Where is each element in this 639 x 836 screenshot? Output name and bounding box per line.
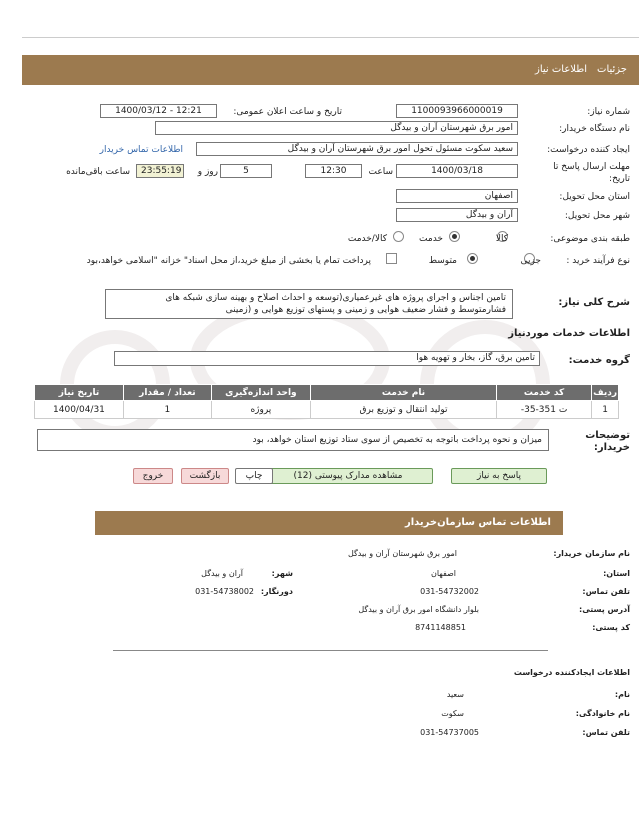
category-goods-label: کالا <box>495 234 508 244</box>
table-row <box>35 401 619 419</box>
category-label: طبقه بندی موضوعی: <box>550 234 630 244</box>
category-service-radio[interactable] <box>449 231 460 242</box>
creator-first-name-value: سعید <box>446 690 464 699</box>
category-both-label: کالا/خدمت <box>347 234 387 244</box>
creator-last-name-label: نام خانوادگی: <box>575 709 630 718</box>
creator-section-title: اطلاعات ایجادکننده درخواست <box>513 668 630 677</box>
process-minor-label: جزیی <box>520 256 541 266</box>
creator-field: سعید سکوت مسئول تحول امور برق شهرستان آران و بیدگل <box>196 142 518 156</box>
description-line-2: فشارمتوسط و فشار ضعیف هوایی و زمینی و پستهای توزیع هوایی و (زمینی <box>225 305 506 315</box>
services-table <box>34 384 619 419</box>
buyer-notes-label: توضیحات <box>585 430 630 441</box>
deadline-time-field: 12:30 <box>305 164 362 178</box>
cell-name: تولید انتقال و توزیع برق <box>311 401 497 419</box>
contact-province-label: استان: <box>603 569 630 578</box>
description-field <box>105 289 513 319</box>
buyer-org-field: امور برق شهرستان آران و بیدگل <box>155 121 518 135</box>
remaining-time-field: 23:55:19 <box>136 164 184 178</box>
creator-last-name-value: سکوت <box>441 709 464 718</box>
buyer-org-label: نام دستگاه خریدار: <box>559 124 630 134</box>
city-label: شهر محل تحویل: <box>564 211 630 221</box>
buyer-notes-label-2: خریدار: <box>593 442 630 453</box>
contact-phone-value: 031-54732002 <box>420 587 479 596</box>
province-label: استان محل تحویل: <box>559 192 630 202</box>
payment-note: پرداخت تمام یا بخشی از مبلغ خرید،از محل اسناد" خزانه "اسلامی خواهد،بود <box>86 256 371 266</box>
org-name-value: امور برق شهرستان آران و بیدگل <box>347 549 457 558</box>
process-label: نوع فرآیند خرید : <box>566 256 630 266</box>
need-number-label: شماره نیاز: <box>587 107 630 117</box>
service-group-label: گروه خدمت: <box>568 355 630 366</box>
buyer-contact-link[interactable]: اطلاعات تماس خریدار <box>99 145 183 155</box>
process-medium-label: متوسط <box>428 256 457 266</box>
breadcrumb-current[interactable]: اطلاعات نیاز <box>535 64 587 75</box>
top-divider <box>22 37 639 38</box>
col-unit: واحد اندازه‌گیری <box>211 385 310 401</box>
deadline-label-date: تاریخ: <box>609 174 630 184</box>
process-medium-radio[interactable] <box>467 253 478 264</box>
description-label: شرح کلی نیاز: <box>558 297 630 308</box>
exit-button[interactable]: خروج <box>133 468 173 484</box>
contact-divider <box>113 650 548 651</box>
cell-unit: پروژه <box>211 401 310 419</box>
days-field: 5 <box>220 164 272 178</box>
announce-date-field: 1400/03/12 - 12:21 <box>100 104 217 118</box>
contact-province-value: اصفهان <box>430 569 456 578</box>
creator-label: ایجاد کننده درخواست: <box>547 145 630 155</box>
page-header <box>22 55 639 85</box>
creator-phone-value: 031-54737005 <box>420 728 479 737</box>
contact-postal-value: 8741148851 <box>415 623 466 632</box>
buyer-notes-field: میزان و نحوه پرداخت باتوجه به تخصیص از سوی ستاد توزیع استان خواهد، بود <box>37 429 549 451</box>
announce-label: تاریخ و ساعت اعلان عمومی: <box>233 107 342 117</box>
breadcrumb-home[interactable]: جزئیات <box>597 64 627 75</box>
contact-title: اطلاعات تماس سازمان‌خریدار <box>404 517 551 528</box>
contact-phone-label: تلفن تماس: <box>582 587 630 596</box>
category-service-label: خدمت <box>419 234 443 244</box>
days-label: روز و <box>197 167 218 177</box>
col-date: تاریخ نیاز <box>35 385 124 401</box>
contact-fax-value: 031-54738002 <box>195 587 254 596</box>
contact-city-label: شهر: <box>271 569 293 578</box>
cell-date: 1400/04/31 <box>35 401 124 419</box>
treasury-payment-checkbox[interactable] <box>386 253 397 264</box>
contact-postal-label: کد پستی: <box>592 623 630 632</box>
creator-phone-label: تلفن تماس: <box>582 728 630 737</box>
contact-city-value: آران و بیدگل <box>201 569 243 578</box>
service-group-field: تامین برق، گاز، بخار و تهویه هوا <box>114 351 540 366</box>
reply-button[interactable]: پاسخ به نیاز <box>451 468 547 484</box>
services-title: اطلاعات خدمات موردنیاز <box>508 328 630 339</box>
deadline-time-label: ساعت <box>368 167 393 177</box>
deadline-label: مهلت ارسال پاسخ تا <box>553 162 630 172</box>
remaining-label: ساعت باقی‌مانده <box>66 167 130 177</box>
cell-qty: 1 <box>123 401 211 419</box>
cell-row: 1 <box>592 401 619 419</box>
province-field: اصفهان <box>396 189 518 203</box>
col-name: نام خدمت <box>311 385 497 401</box>
deadline-date-field: 1400/03/18 <box>396 164 518 178</box>
services-table-header <box>35 385 619 401</box>
cell-code: ت 351-35- <box>497 401 592 419</box>
need-number-field: 1100093966000019 <box>396 104 518 118</box>
print-button[interactable]: چاپ <box>235 468 273 484</box>
col-row: ردیف <box>592 385 619 401</box>
creator-first-name-label: نام: <box>614 690 630 699</box>
back-button[interactable]: بازگشت <box>181 468 229 484</box>
city-field: آران و بیدگل <box>396 208 518 222</box>
category-both-radio[interactable] <box>393 231 404 242</box>
col-code: کد خدمت <box>497 385 592 401</box>
attachments-button[interactable]: مشاهده مدارک پیوستی (12) <box>263 468 433 484</box>
contact-header <box>95 511 563 535</box>
org-name-label: نام سازمان خریدار: <box>553 549 630 558</box>
description-line-1: تامین اجناس و اجرای پروژه های غیرعمیاری(توسعه و احداث اصلاح و بهینه سازی شبکه های <box>165 293 506 303</box>
contact-address-label: آدرس پستی: <box>579 605 630 614</box>
col-qty: تعداد / مقدار <box>123 385 211 401</box>
contact-fax-label: دورنگار: <box>260 587 293 596</box>
contact-address-value: بلوار دانشگاه امور برق آران و بیدگل <box>358 605 479 614</box>
